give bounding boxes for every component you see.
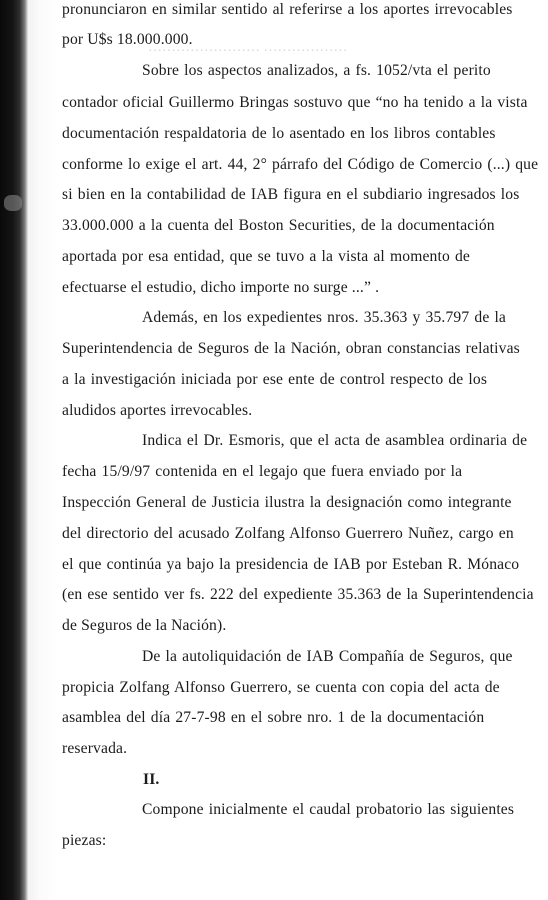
bleed-through: …………………… ……………… [148, 40, 348, 55]
paragraph-start-line: Indica el Dr. Esmoris, que el acta de asamblea ordinaria de [142, 432, 528, 449]
text-line: fecha 15/9/97 contenida en el legajo que fuera enviado por la [62, 463, 463, 480]
text-line: Superintendencia de Seguros de la Nación, obran constancias relativas [62, 340, 520, 357]
text-line: documentación respaldatoria de lo asentado en los libros contables [62, 125, 496, 142]
text-line: aportada por esa entidad, que se tuvo a la vista al momento de [62, 248, 470, 265]
text-line: si bien en la contabilidad de IAB figura en el subdiario ingresados los [62, 186, 520, 203]
text-line: a la investigación iniciada por ese ente de control respecto de los [62, 371, 488, 388]
text-line: de Seguros de la Nación). [62, 617, 227, 634]
text-line: (en ese sentido ver fs. 222 del expediente 35.363 de la Superintendencia [62, 586, 534, 603]
scanner-dark-edge [0, 0, 28, 900]
text-line: 33.000.000 a la cuenta del Boston Securities, de la documentación [62, 217, 495, 234]
text-line: pronunciaron en similar sentido al referirse a los aportes irrevocables [62, 1, 513, 18]
text-line: Inspección General de Justicia ilustra la designación como integrante [62, 494, 512, 511]
text-line: piezas: [62, 832, 107, 849]
document-page [28, 0, 548, 900]
text-line: aludidos aportes irrevocables. [62, 402, 253, 419]
paragraph-start-line: De la autoliquidación de IAB Compañía de Seguros, que [142, 648, 513, 665]
text-line: del directorio del acusado Zolfang Alfonso Guerrero Nuñez, cargo en [62, 525, 514, 542]
text-line: reservada. [62, 740, 128, 757]
text-line: el que continúa ya bajo la presidencia de IAB por Esteban R. Mónaco [62, 556, 520, 573]
text-line: asamblea del día 27-7-98 en el sobre nro. 1 de la documentación [62, 709, 485, 726]
paragraph-start-line: Compone inicialmente el caudal probatorio las siguientes [142, 801, 515, 818]
text-line: por U$s 18.000.000. [62, 31, 193, 48]
text-line: propicia Zolfang Alfonso Guerrero, se cuenta con copia del acta de [62, 679, 500, 696]
scan-artifact [4, 195, 22, 211]
paragraph-start-line: Además, en los expedientes nros. 35.363 y 35.797 de la [142, 309, 506, 326]
text-line: contador oficial Guillermo Bringas sostuvo que “no ha tenido a la vista [62, 94, 528, 111]
section-heading: II. [143, 771, 160, 788]
paragraph-start-line: Sobre los aspectos analizados, a fs. 1052/vta el perito [142, 62, 491, 79]
text-line: efectuarse el estudio, dicho importe no surge ...” . [62, 279, 380, 296]
text-line: conforme lo exige el art. 44, 2° párrafo del Código de Comercio (...) que [62, 156, 539, 173]
